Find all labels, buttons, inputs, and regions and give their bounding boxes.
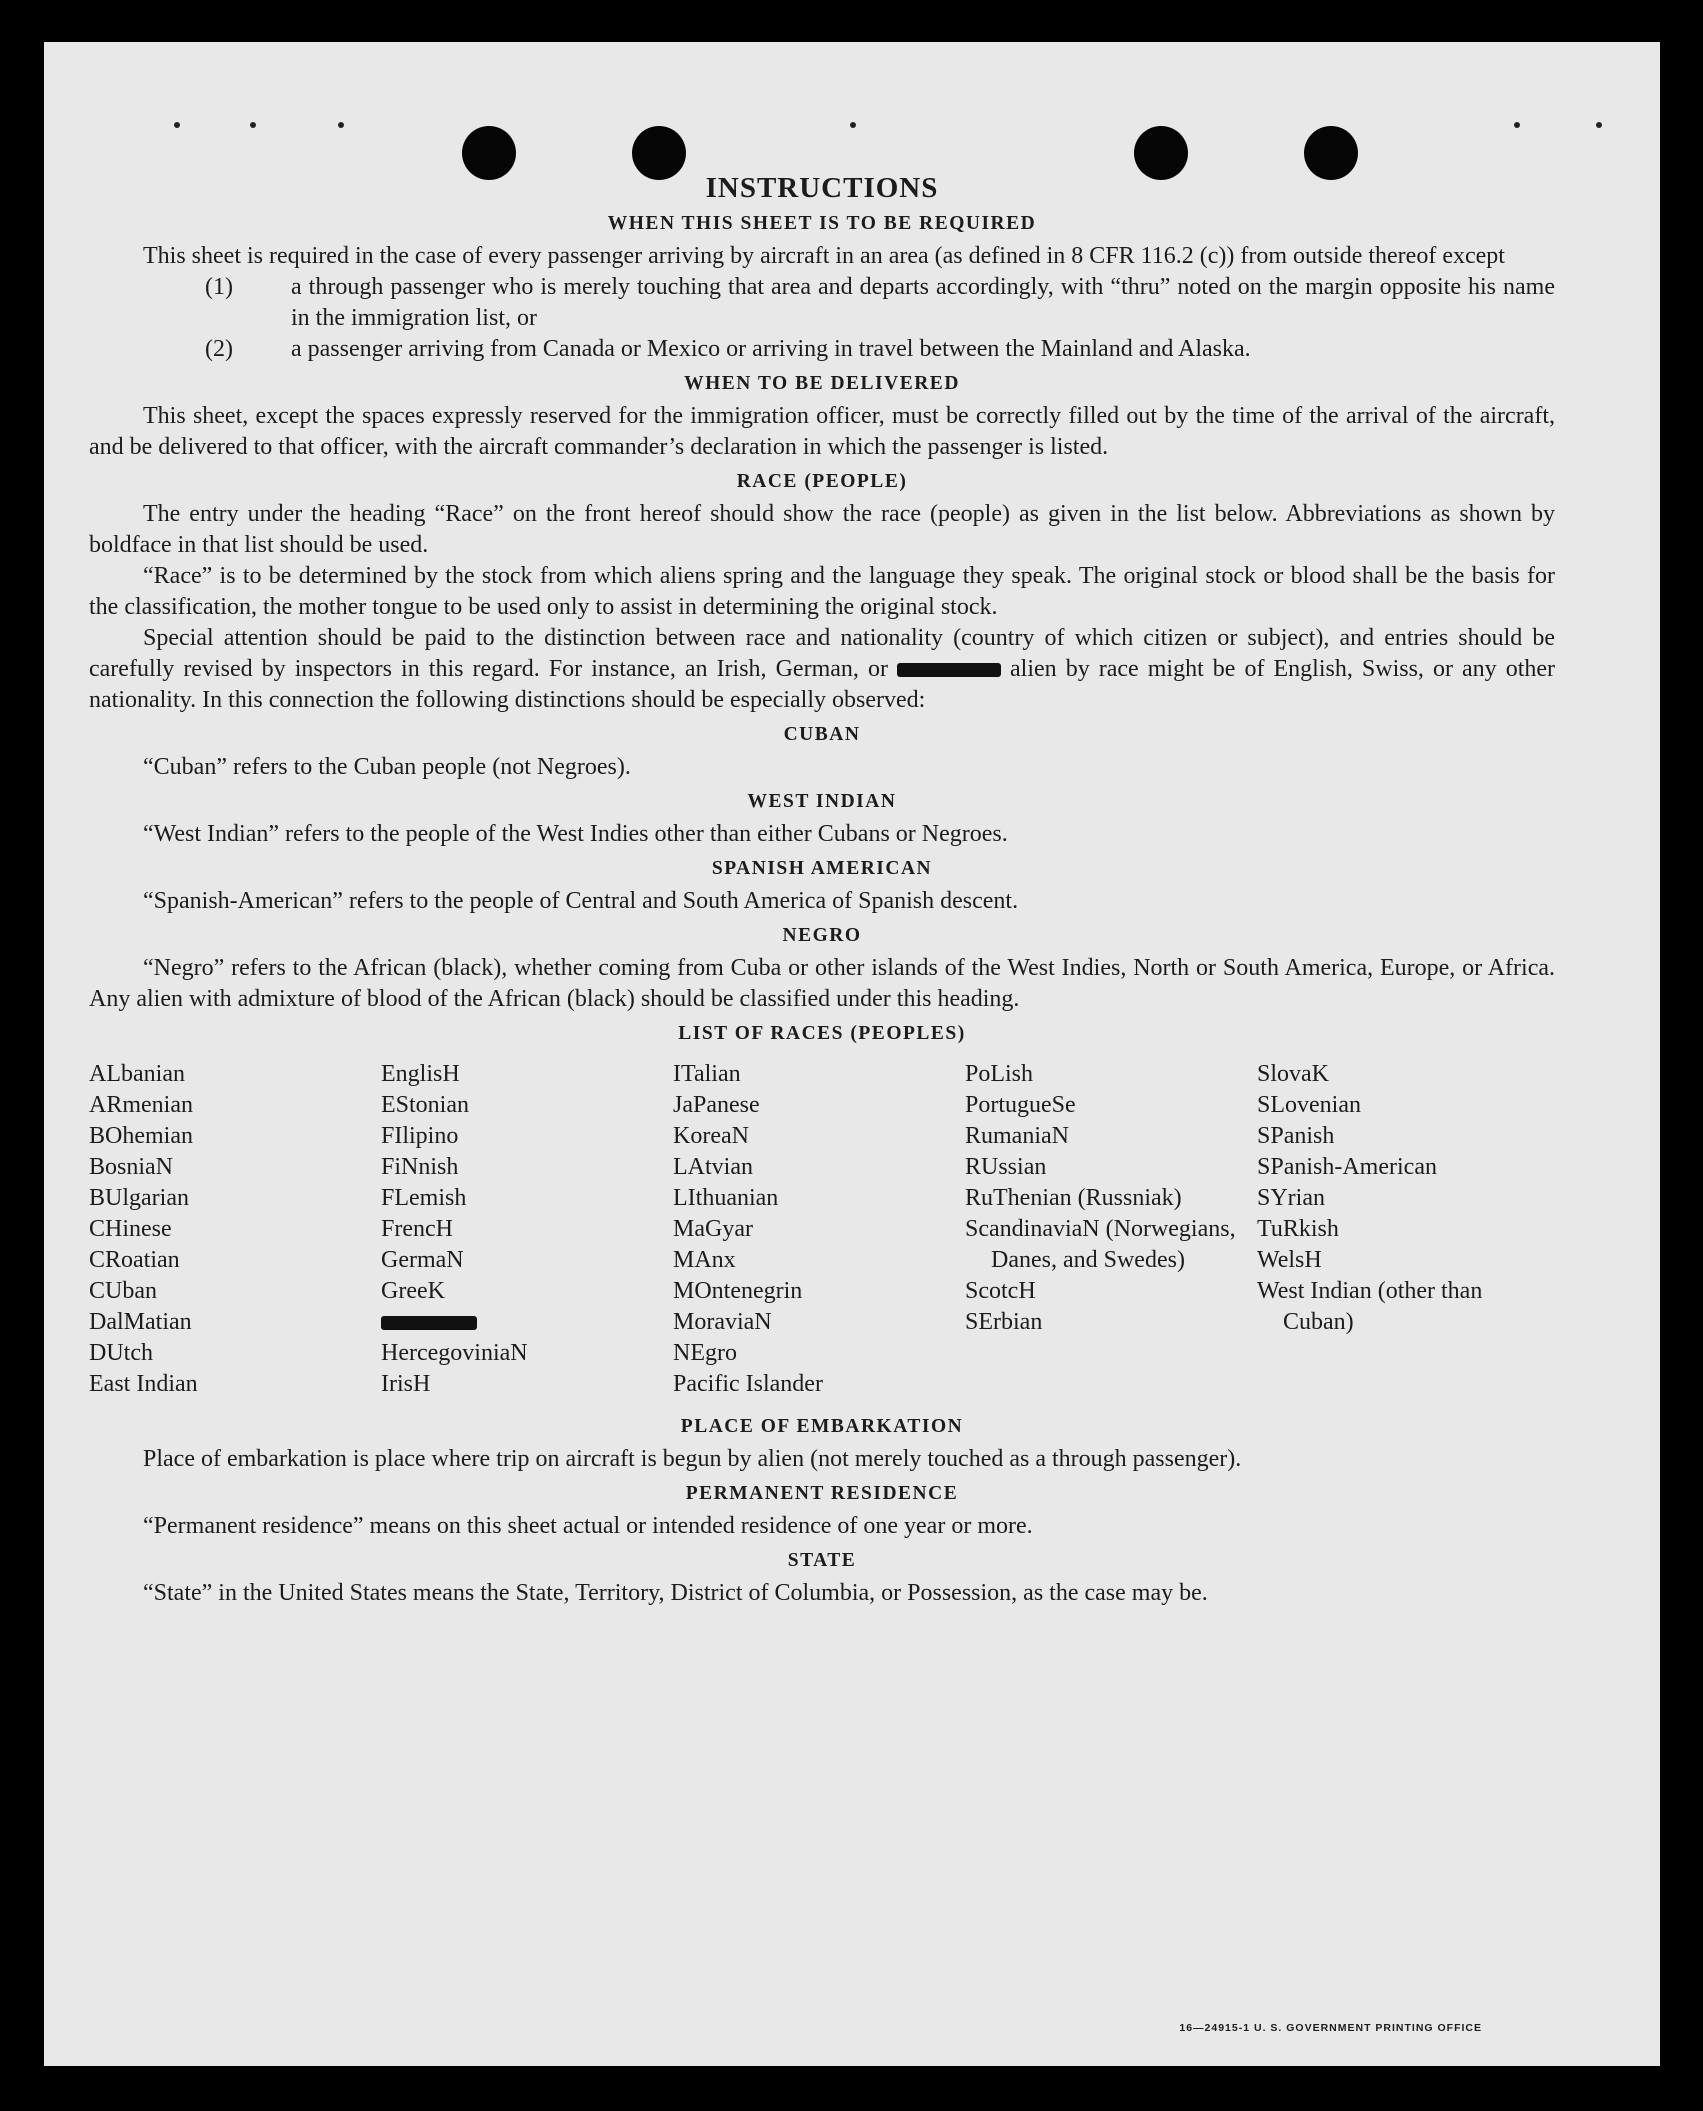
- paragraph-part: alien by race might be of English, Swiss, or any other nationality. In this connection the following distinctions should be especially observed:: [89, 656, 1556, 713]
- race-item: DUtch: [89, 1340, 153, 1366]
- race-list: [89, 1059, 1555, 1400]
- race-item: GermaN: [381, 1247, 464, 1273]
- race-item: BOhemian: [89, 1123, 193, 1149]
- speck: [174, 122, 180, 128]
- race-item: FLemish: [381, 1185, 467, 1211]
- paragraph: The entry under the heading “Race” on the front hereof should show the race (people) as given in the list below. Abbreviations as shown by boldface in that list should be used.: [89, 501, 1555, 558]
- race-item: BosniaN: [89, 1154, 173, 1180]
- paragraph: “Spanish-American” refers to the people of Central and South America of Spanish descent.: [143, 888, 1019, 914]
- race-item: DalMatian: [89, 1309, 192, 1335]
- race-item: GreeK: [381, 1278, 445, 1304]
- race-item: East Indian: [89, 1371, 198, 1397]
- item-text: a passenger arriving from Canada or Mexico or arriving in travel between the Mainland and Alaska.: [291, 336, 1251, 362]
- race-item: SlovaK: [1257, 1061, 1329, 1087]
- race-item: JaPanese: [673, 1092, 760, 1118]
- race-item: RuThenian (Russniak): [965, 1185, 1182, 1211]
- race-column: [1257, 1059, 1555, 1400]
- race-item: BUlgarian: [89, 1185, 189, 1211]
- section-heading: PERMANENT RESIDENCE: [685, 1483, 959, 1504]
- race-column: [965, 1059, 1257, 1400]
- race-item: IrisH: [381, 1371, 431, 1397]
- section-heading: SPANISH AMERICAN: [711, 858, 933, 879]
- race-item: PortugueSe: [965, 1092, 1076, 1118]
- race-item: LAtvian: [673, 1154, 753, 1180]
- race-item: West Indian (other than Cuban): [1257, 1278, 1483, 1335]
- paragraph: “Cuban” refers to the Cuban people (not Negroes).: [143, 754, 631, 780]
- race-item: Pacific Islander: [673, 1371, 823, 1397]
- race-item: ALbanian: [89, 1061, 185, 1087]
- paragraph: “State” in the United States means the State, Territory, District of Columbia, or Possession, as the case may be.: [143, 1580, 1208, 1606]
- section-heading: NEGRO: [782, 925, 862, 946]
- form-sheet: [44, 42, 1660, 2066]
- race-item: CRoatian: [89, 1247, 180, 1273]
- race-item: FIlipino: [381, 1123, 459, 1149]
- race-item: ScandinaviaN (Norwegians, Danes, and Swedes): [965, 1216, 1236, 1273]
- race-item: SPanish: [1257, 1123, 1335, 1149]
- paragraph: “Permanent residence” means on this sheet actual or intended residence of one year or more.: [143, 1513, 1033, 1539]
- item-text: a through passenger who is merely touching that area and departs accordingly, with “thru” noted on the margin opposite his name in the immigration list, or: [291, 274, 1555, 331]
- section-heading: WHEN THIS SHEET IS TO BE REQUIRED: [607, 213, 1037, 234]
- race-column: [673, 1059, 965, 1400]
- race-item: ARmenian: [89, 1092, 193, 1118]
- race-item: MAnx: [673, 1247, 736, 1273]
- race-item: MoraviaN: [673, 1309, 772, 1335]
- speck: [850, 122, 856, 128]
- speck: [1596, 122, 1602, 128]
- paragraph: “Negro” refers to the African (black), whether coming from Cuba or other islands of the West Indies, North or South America, Europe, or Africa. Any alien with admixture of blood of the African (black) should be classified under this heading.: [89, 955, 1555, 1012]
- paragraph: Place of embarkation is place where trip on aircraft is begun by alien (not merely touched as a through passenger).: [143, 1446, 1242, 1472]
- section-heading: LIST OF RACES (PEOPLES): [678, 1023, 966, 1044]
- race-item: CHinese: [89, 1216, 172, 1242]
- race-item: TuRkish: [1257, 1216, 1339, 1242]
- paragraph: [89, 623, 1555, 716]
- race-item: HercegoviniaN: [381, 1340, 528, 1366]
- paragraph-part: Special attention should be paid to the distinction between race and nationality (country of which citizen or subject), and entries should be carefully revised by inspectors in this regard. For instance, an Irish, German, or: [89, 625, 1555, 682]
- race-item: FrencH: [381, 1216, 453, 1242]
- race-item: RumaniaN: [965, 1123, 1069, 1149]
- redaction-mark: [381, 1307, 673, 1338]
- section-heading: RACE (PEOPLE): [736, 471, 908, 492]
- race-item: MOntenegrin: [673, 1278, 803, 1304]
- race-item: CUban: [89, 1278, 157, 1304]
- race-item: ScotcH: [965, 1278, 1036, 1304]
- speck: [338, 122, 344, 128]
- race-item: KoreaN: [673, 1123, 749, 1149]
- printer-imprint: 16—24915-1 U. S. GOVERNMENT PRINTING OFFICE: [1179, 2022, 1482, 2034]
- race-item: EStonian: [381, 1092, 469, 1118]
- race-column: [381, 1059, 673, 1400]
- section-heading: WHEN TO BE DELIVERED: [684, 373, 960, 394]
- race-item: SYrian: [1257, 1185, 1325, 1211]
- section-heading: WEST INDIAN: [747, 791, 897, 812]
- race-column: [89, 1059, 381, 1400]
- paragraph: This sheet, except the spaces expressly reserved for the immigration officer, must be correctly filled out by the time of the arrival of the aircraft, and be delivered to that officer, with the aircraft commander’s declaration in which the passenger is listed.: [89, 403, 1555, 460]
- redaction-mark: [897, 663, 1001, 677]
- instructions-content: [89, 172, 1555, 1609]
- paragraph: This sheet is required in the case of every passenger arriving by aircraft in an area (as defined in 8 CFR 116.2 (c)) from outside thereof except: [143, 243, 1505, 269]
- race-item: WelsH: [1257, 1247, 1322, 1273]
- section-heading: CUBAN: [783, 724, 861, 745]
- item-number: (2): [205, 336, 233, 362]
- speck: [250, 122, 256, 128]
- race-item: FiNnish: [381, 1154, 459, 1180]
- race-item: NEgro: [673, 1340, 737, 1366]
- speck: [1514, 122, 1520, 128]
- race-item: PoLish: [965, 1061, 1034, 1087]
- race-item: SErbian: [965, 1309, 1043, 1335]
- race-item: MaGyar: [673, 1216, 753, 1242]
- race-item: SLovenian: [1257, 1092, 1361, 1118]
- section-heading: PLACE OF EMBARKATION: [680, 1416, 964, 1437]
- page-title: INSTRUCTIONS: [705, 172, 939, 204]
- item-number: (1): [205, 274, 233, 300]
- race-item: EnglisH: [381, 1061, 460, 1087]
- section-heading: STATE: [787, 1550, 857, 1571]
- paragraph: “Race” is to be determined by the stock from which aliens spring and the language they speak. The original stock or blood shall be the basis for the classification, the mother tongue to be used only to assist in determining the original stock.: [89, 563, 1555, 620]
- race-item: RUssian: [965, 1154, 1047, 1180]
- race-item: SPanish-American: [1257, 1154, 1437, 1180]
- list-item: [89, 272, 1555, 334]
- list-item: [89, 334, 1555, 365]
- race-item: ITalian: [673, 1061, 741, 1087]
- paragraph: “West Indian” refers to the people of the West Indies other than either Cubans or Negroes.: [143, 821, 1008, 847]
- race-item: LIthuanian: [673, 1185, 779, 1211]
